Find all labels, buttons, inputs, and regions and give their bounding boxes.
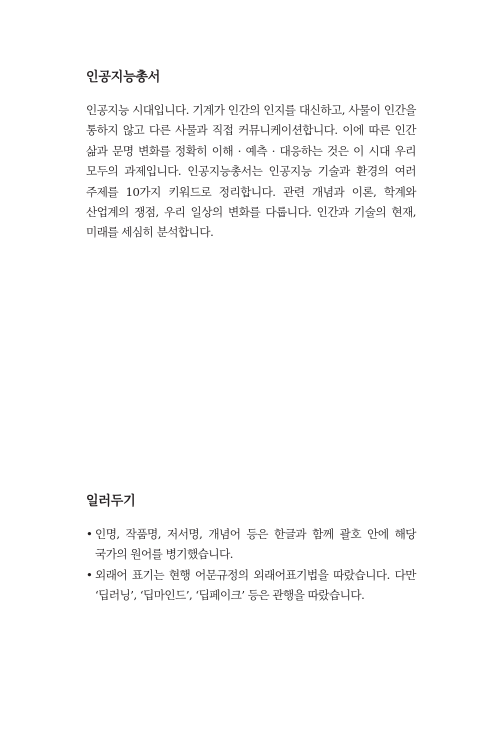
bullet-icon: • — [86, 567, 93, 582]
note-text: 인명, 작품명, 저서명, 개념어 등은 한글과 함께 괄호 안에 해당 국가의 원어를 병기했습니다. — [95, 527, 416, 562]
series-intro-section — [86, 66, 416, 243]
editorial-notes-section — [86, 490, 416, 606]
list-item — [86, 565, 416, 606]
notes-list — [86, 524, 416, 606]
bullet-icon: • — [86, 527, 93, 541]
series-description: 인공지능 시대입니다. 기계가 인간의 인지를 대신하고, 사물이 인간을 통하지 않고 다른 사물과 직접 커뮤니케이션합니다. 이에 따른 인간 삶과 문명 변화를 정확히 이해 · 예측 · 대응하는 것은 이 시대 우리 모두의 과제입니다. 인공지능총서는 인공지능 기술과 환경의 여러 주제를 10가지 키워드로 정리합니다. 관련 개념과 이론, 학계와 산업계의 쟁점, 우리 일상의 변화를 다룹니다. 인간과 기술의 현재, 미래를 세심히 분석합니다. — [86, 103, 416, 240]
notes-title: 일러두기 — [86, 494, 136, 509]
series-title: 인공지능총서 — [86, 70, 161, 85]
list-item — [86, 524, 416, 565]
note-text: 외래어 표기는 현행 어문규정의 외래어표기법을 따랐습니다. 다만 ‘딥러닝’, ‘딥마인드’, ‘딥페이크’ 등은 관행을 따랐습니다. — [95, 567, 416, 603]
